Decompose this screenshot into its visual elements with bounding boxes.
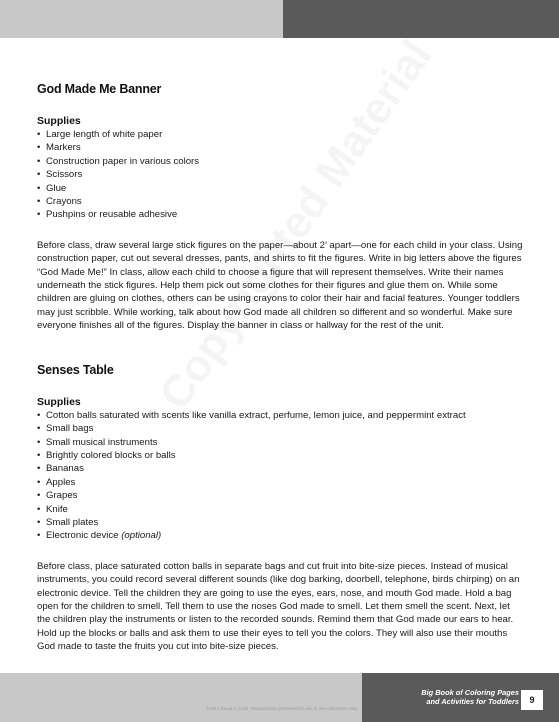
list-item: • Small plates: [37, 516, 523, 529]
list-item: • Small bags: [37, 422, 523, 435]
section-title: Senses Table: [37, 362, 114, 377]
list-item: • Large length of white paper: [37, 128, 523, 141]
list-item: • Cotton balls saturated with scents like vanilla extract, perfume, lemon juice, and peppermint extract: [37, 409, 523, 422]
book-title-line2: and Activities for Toddlers: [426, 696, 519, 706]
optional-note: (optional): [121, 530, 162, 542]
instructions-paragraph: Before class, place saturated cotton balls in separate bags and cut fruit into bite-size pieces. Instead of musical instruments, you could record several different sounds (like dog barking, doorbell, telephone, birds chirping) on an electronic device. Tell the children they are going to use the eyes, ears, nose, and mouth God made. Hold a bag open for the children to smell. Tell them to use the noses God made to smell. Let them smell the scent. Next, let the children play the instruments or listen to the recorded sounds. Remind them that God made our ears to hear. Hold up the blocks or balls and ask them to use their eyes to tell you the colors. They will also use their mouths God made to taste the fruits you cut into bite-size pieces.: [37, 560, 520, 653]
instructions-paragraph: Before class, draw several large stick figures on the paper—about 2’ apart—one for each child in your class. Using construction paper, cut out several dresses, pants, and shirts to fit the figures. Write in big letters above the figures “God Made Me!” In class, allow each child to choose a figure that will represent themselves. Write their names underneath the stick figures. Help them pick out some clothes for their figures and glue them on. While some children are gluing on clothes, others can be using crayons to color their hair and facial features. Younger toddlers may just scribble. While working, talk about how God made all children so different and so wonderful. Make sure everyone finishes all of the figures. Display the banner in class or hallway for the rest of the unit.: [37, 239, 523, 332]
section-senses-table: [37, 363, 523, 654]
list-item: • Brightly colored blocks or balls: [37, 449, 523, 462]
list-item: • Knife: [37, 503, 523, 516]
page-number: 9: [521, 690, 543, 710]
list-item: [37, 529, 523, 542]
list-item: • Construction paper in various colors: [37, 155, 523, 168]
list-item: • Small musical instruments: [37, 436, 523, 449]
book-title-line1: Big Book of Coloring Pages: [421, 688, 519, 697]
supplies-list: [37, 128, 523, 222]
list-item: • Grapes: [37, 489, 523, 502]
list-item: • Glue: [37, 182, 523, 195]
list-item-text: Electronic device: [46, 530, 119, 542]
list-item: • Scissors: [37, 168, 523, 181]
section-god-made-me-banner: [37, 82, 523, 333]
header-bar-dark: [283, 0, 559, 38]
header-bar-light: [0, 0, 283, 38]
supplies-heading: Supplies: [37, 395, 81, 408]
supplies-list: [37, 409, 523, 543]
list-item: • Markers: [37, 141, 523, 154]
page-content: [37, 82, 523, 654]
list-item: • Crayons: [37, 195, 523, 208]
copyright-notice: ©2013 David C Cook. Reproduction permitted for use in one classroom only.: [206, 706, 359, 711]
supplies-heading: Supplies: [37, 115, 81, 127]
section-title: God Made Me Banner: [37, 82, 162, 96]
book-title: [421, 689, 519, 706]
footer-bar-light: [0, 673, 362, 722]
list-item: • Bananas: [37, 462, 523, 475]
list-item: • Apples: [37, 476, 523, 489]
list-item: • Pushpins or reusable adhesive: [37, 208, 523, 221]
